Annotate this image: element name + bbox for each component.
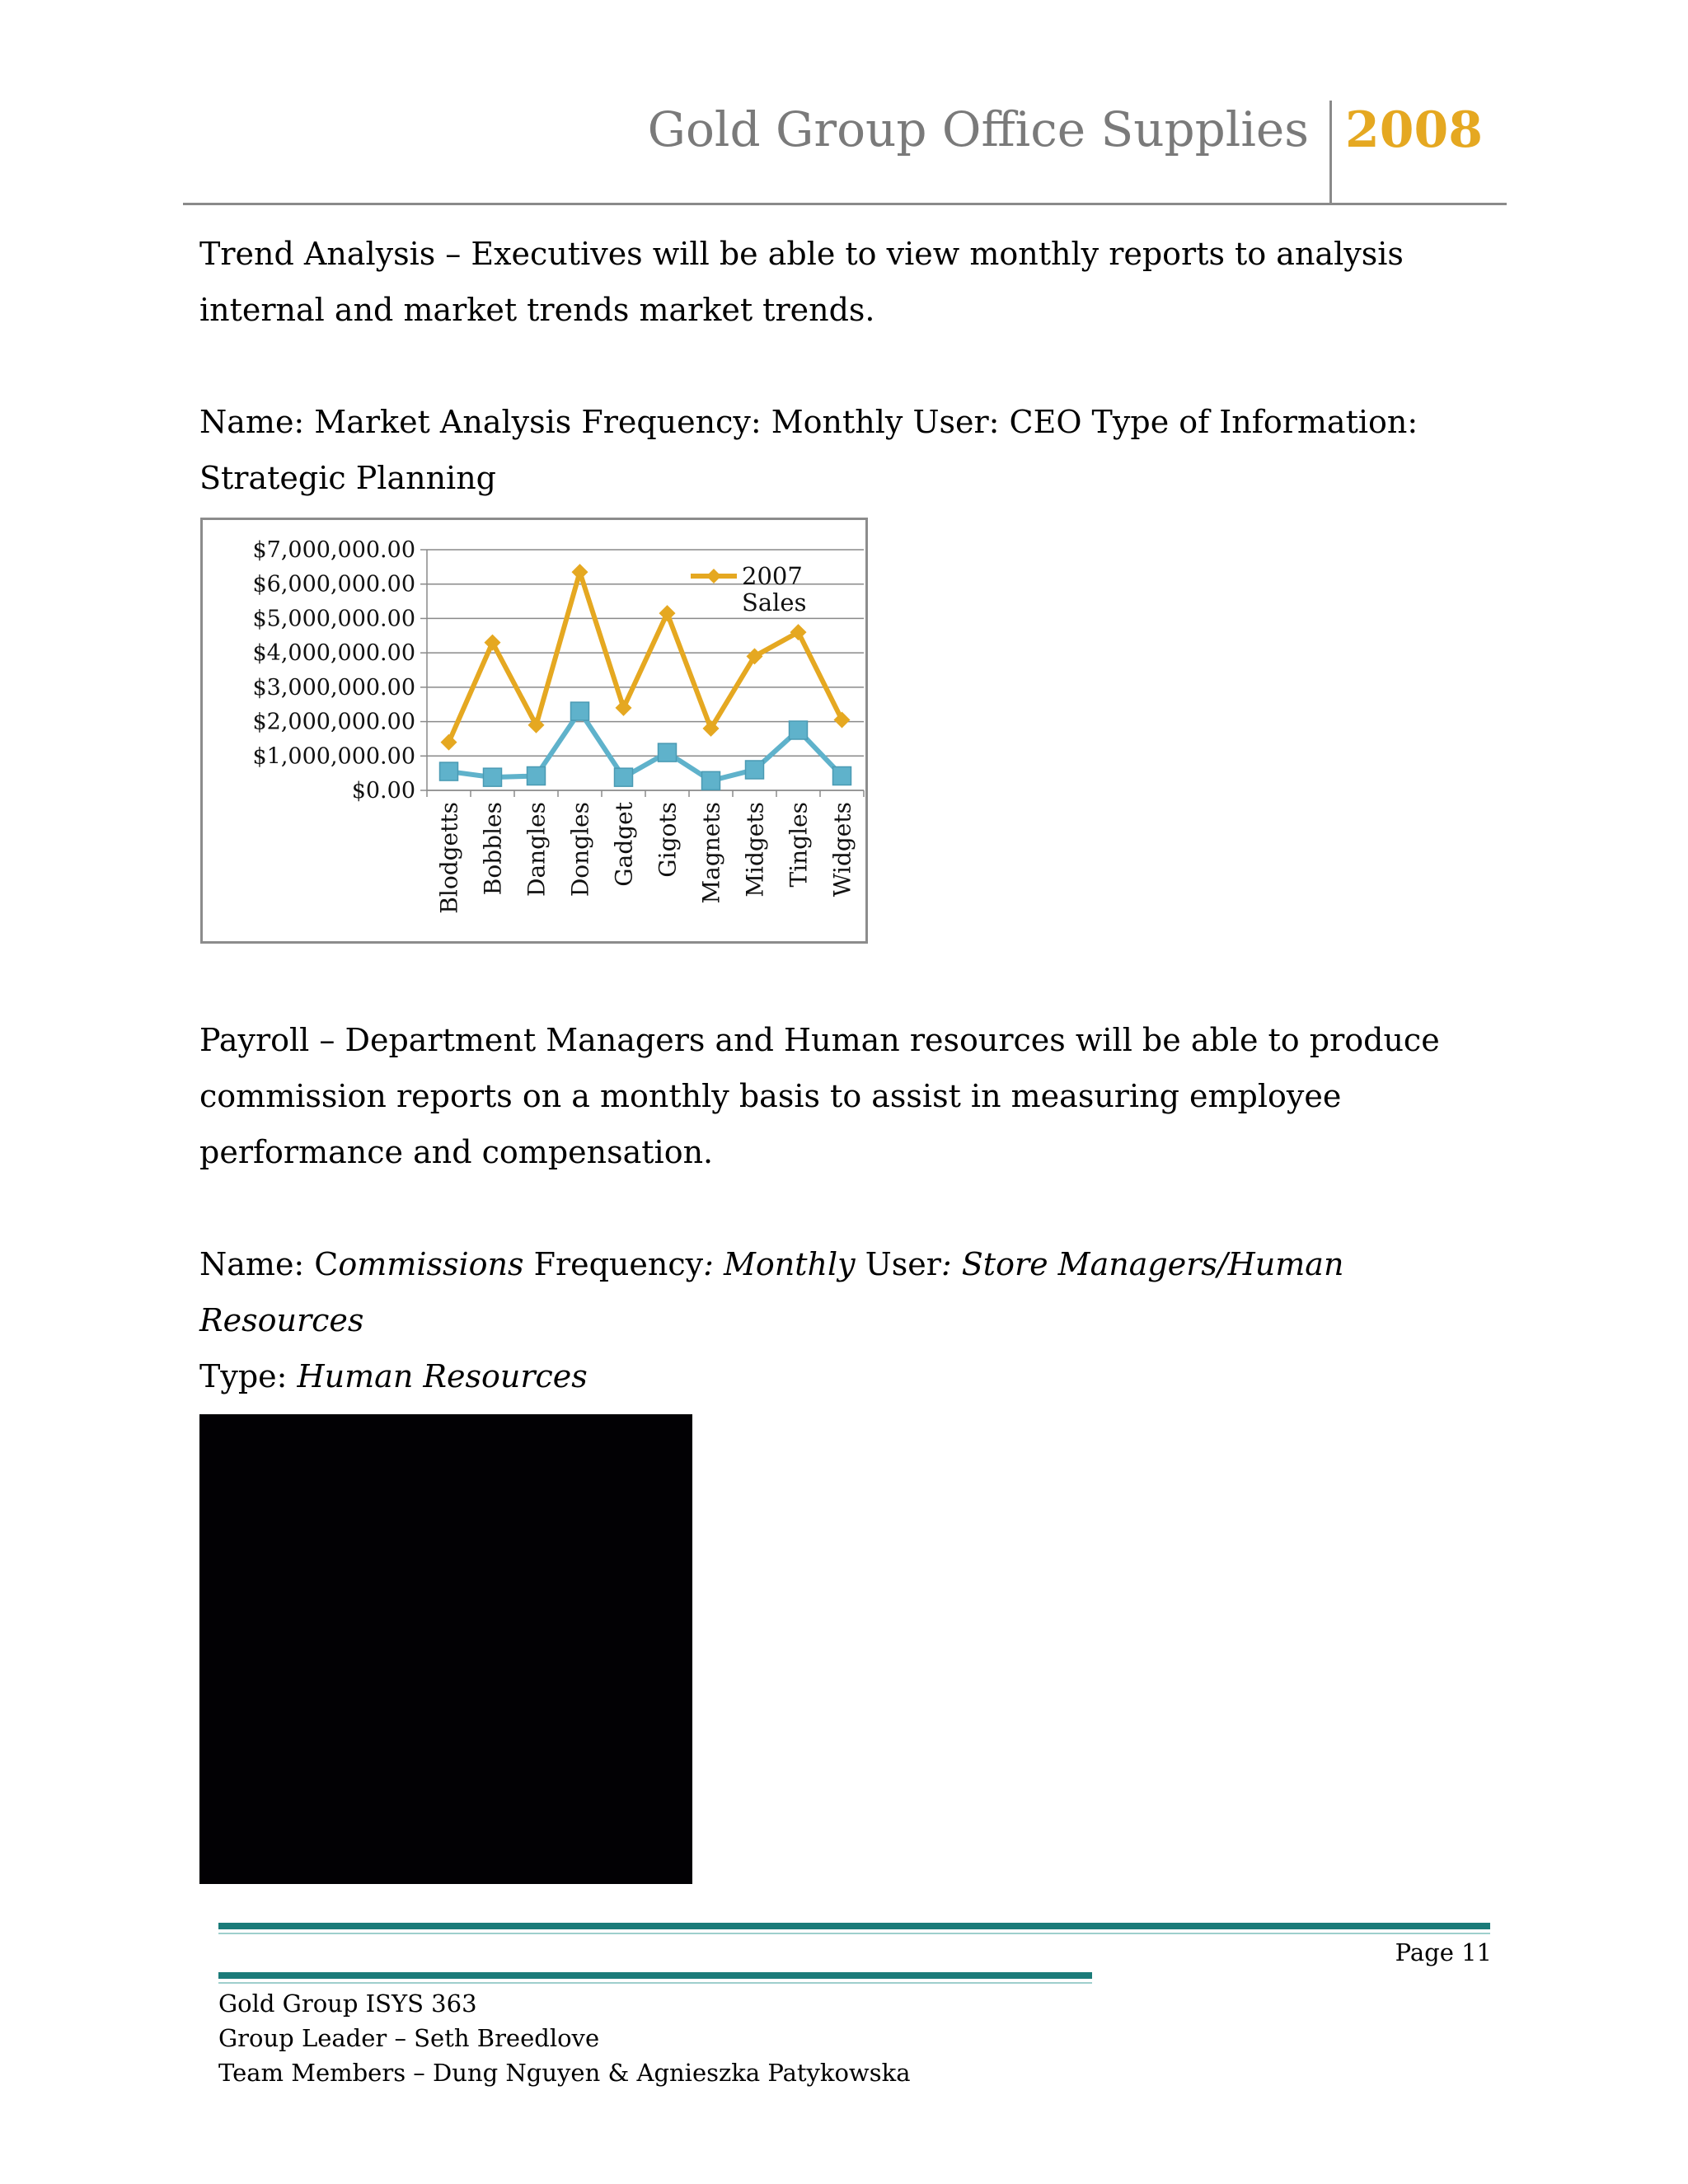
x-tick-label: Dongles	[566, 802, 594, 898]
y-tick-label: $6,000,000.00	[252, 571, 415, 598]
footer-line-members: Team Members – Dung Nguyen & Agnieszka Patykowska	[218, 2059, 911, 2087]
x-tick-label: Widgets	[828, 802, 856, 898]
y-tick-label: $7,000,000.00	[252, 537, 415, 563]
data-point-diamond	[616, 700, 632, 716]
commissions-name-value: ommissions	[338, 1246, 524, 1282]
footer-rule-bottom	[218, 1972, 1092, 1979]
x-tick-label: Gadget	[610, 802, 638, 887]
data-point-diamond	[572, 564, 588, 580]
data-point-square	[615, 768, 633, 786]
x-tick-label: Tingles	[785, 802, 813, 888]
y-tick-label: $3,000,000.00	[252, 674, 415, 701]
page-number: Page 11	[1395, 1938, 1492, 1966]
data-point-square	[746, 761, 764, 779]
data-point-square	[484, 768, 502, 786]
commissions-frequency-value: : Monthly	[703, 1246, 856, 1282]
x-tick-label: Blodgetts	[435, 802, 463, 914]
footer-rule-top-thin	[218, 1933, 1490, 1934]
data-point-diamond	[441, 734, 457, 751]
y-tick-label: $4,000,000.00	[252, 640, 415, 667]
data-point-square	[571, 702, 589, 720]
data-point-square	[440, 762, 458, 780]
legend-marker	[706, 569, 721, 583]
footer-rule-top	[218, 1923, 1490, 1929]
legend-label: Sales	[742, 588, 807, 616]
chart-svg	[203, 520, 865, 941]
commissions-user-label: User	[855, 1246, 941, 1282]
x-tick-label: Dangles	[523, 802, 551, 897]
data-point-square	[790, 721, 808, 739]
footer-info	[218, 1986, 911, 2090]
commissions-frequency-label: Frequency	[523, 1246, 704, 1282]
x-tick-label: Bobbles	[479, 802, 507, 896]
market-analysis-meta: Name: Market Analysis Frequency: Monthly User: CEO Type of Information: Strategic Planning	[199, 404, 1418, 496]
data-point-square	[833, 766, 851, 785]
header-rule	[183, 203, 1507, 205]
y-tick-label: $1,000,000.00	[252, 743, 415, 770]
market-analysis-chart	[200, 518, 868, 944]
y-tick-label: $5,000,000.00	[252, 606, 415, 632]
payroll-paragraph: Payroll – Department Managers and Human resources will be able to produce commission reports on a monthly basis to assist in measuring employee performance and compensation.	[199, 1022, 1440, 1170]
document-title: Gold Group Office Supplies	[647, 101, 1309, 157]
data-point-square	[659, 743, 677, 762]
footer-line-group: Gold Group ISYS 363	[218, 1990, 477, 2018]
commissions-type-label: Type:	[199, 1358, 298, 1394]
data-point-square	[528, 766, 546, 785]
y-tick-label: $0.00	[351, 778, 415, 804]
header-divider	[1329, 101, 1332, 204]
data-point-diamond	[834, 711, 851, 728]
x-tick-label: Midgets	[741, 802, 769, 898]
document-year: 2008	[1345, 101, 1483, 159]
x-tick-label: Gigots	[654, 802, 682, 878]
legend-label: 2007	[742, 562, 803, 590]
commissions-user-value: : Store Managers/Human Resources	[199, 1246, 1344, 1338]
black-image	[199, 1414, 692, 1884]
trend-analysis-paragraph: Trend Analysis – Executives will be able to view monthly reports to analysis internal and market trends market trends.	[199, 236, 1404, 328]
commissions-meta	[199, 1236, 1502, 1404]
footer-line-leader: Group Leader – Seth Breedlove	[218, 2024, 600, 2052]
y-tick-label: $2,000,000.00	[252, 709, 415, 735]
commissions-name-label: Name: C	[199, 1246, 339, 1282]
footer-rule-bottom-thin	[218, 1982, 1092, 1984]
x-tick-label: Magnets	[697, 802, 725, 904]
commissions-type-value: Human Resources	[297, 1358, 588, 1394]
data-point-square	[702, 771, 720, 790]
